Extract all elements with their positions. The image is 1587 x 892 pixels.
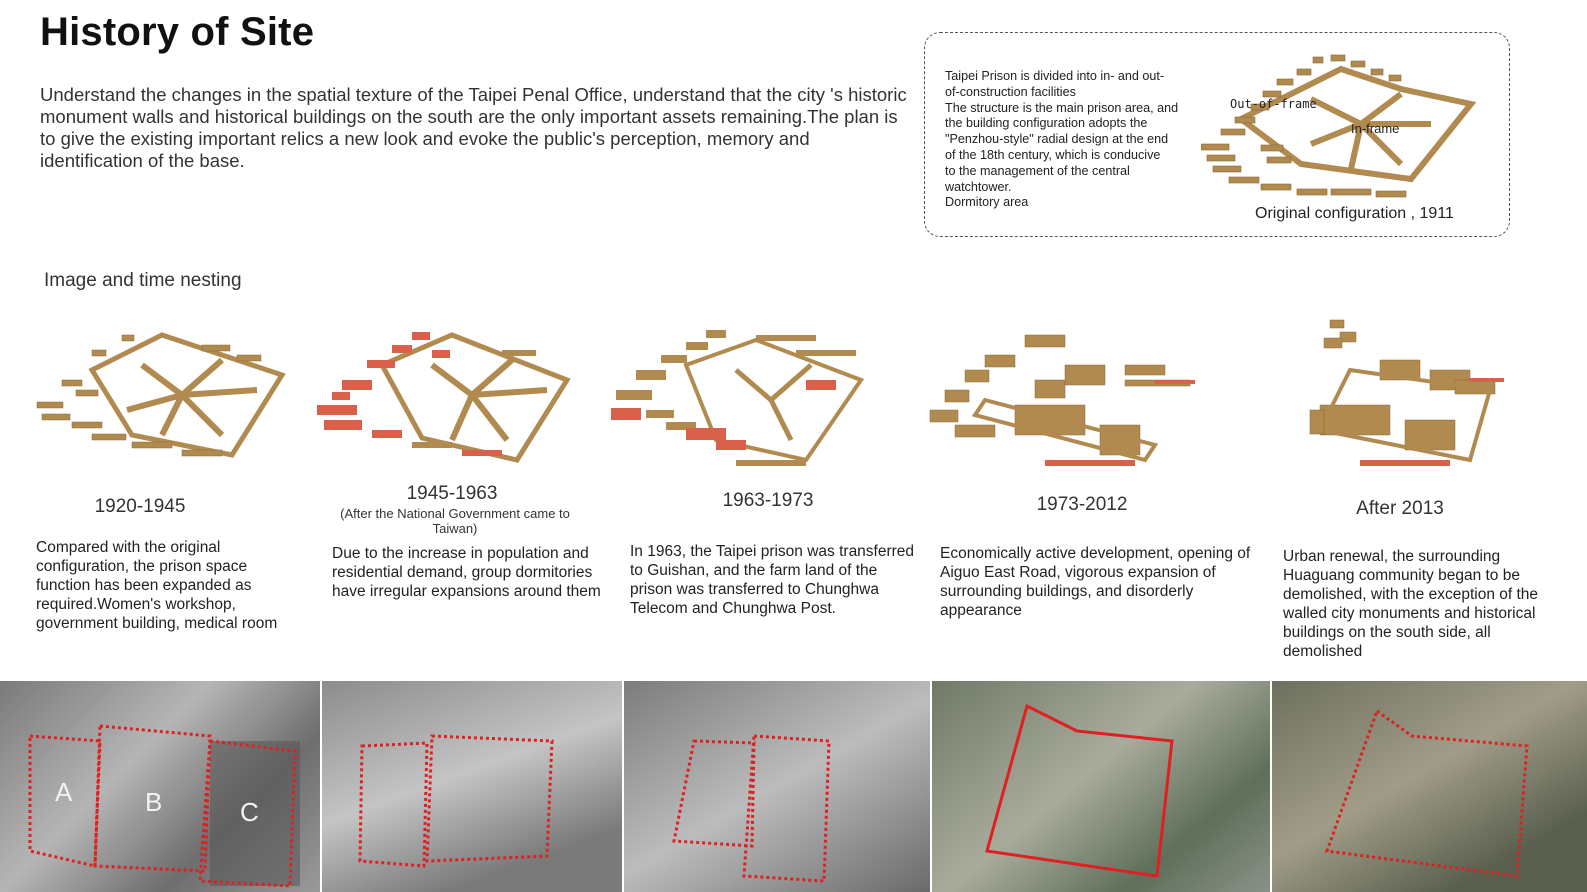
page-title: History of Site	[40, 10, 315, 54]
stage-desc-5: Urban renewal, the surrounding Huaguang community began to be demolished, with the exception of the walled city monuments and historical buildings on the south side, all demolished	[1283, 548, 1539, 660]
stage-model-1945	[312, 310, 572, 470]
original-configuration-box	[924, 32, 1510, 237]
info-line: "Penzhou-style" radial design at the end	[945, 132, 1169, 147]
info-line: to the management of the central	[945, 163, 1130, 178]
stage-model-2013	[1240, 310, 1510, 485]
aerial-photo-1	[0, 681, 320, 892]
stage-year-5: After 2013	[1356, 498, 1444, 519]
in-frame-label: In-frame	[1351, 121, 1400, 136]
info-line: the building configuration adopts the	[945, 116, 1148, 131]
stage-year-3: 1963-1973	[722, 490, 814, 511]
stage-desc-1: Compared with the original configuration, the prison space function has been expanded as required.Women's workshop, government building, medical room	[36, 539, 278, 632]
info-text	[945, 69, 1195, 211]
aerial-photo-5	[1272, 681, 1587, 892]
section-label: Image and time nesting	[44, 270, 242, 291]
info-line: of-construction facilities	[945, 84, 1076, 99]
stage-sub-2: (After the National Government came to Taiwan)	[340, 506, 570, 536]
info-line: Taipei Prison is divided into in- and out-	[945, 69, 1165, 83]
stage-model-1973	[925, 310, 1200, 480]
aerial-photo-3	[624, 681, 930, 892]
original-configuration-caption: Original configuration , 1911	[1255, 205, 1454, 222]
aerial-photo-4	[932, 681, 1270, 892]
stage-year-4: 1973-2012	[1036, 494, 1128, 515]
info-line: watchtower.	[945, 179, 1012, 194]
stage-desc-2: Due to the increase in population and residential demand, group dormitories have irregular expansions around them	[332, 545, 601, 600]
stage-desc-3: In 1963, the Taipei prison was transferred to Guishan, and the farm land of the prison was transferred to Chunghwa Telecom and Chunghwa Post.	[630, 543, 915, 617]
original-prison-model	[1201, 49, 1491, 199]
intro-paragraph: Understand the changes in the spatial texture of the Taipei Penal Office, understand that the city 's historic monument walls and historical buildings on the south are the only important assets remaining.The plan is to give the existing important relics a new look and evoke the public's perception, memory and identification of the base.	[40, 84, 907, 171]
stage-year-1: 1920-1945	[94, 496, 186, 517]
stage-model-1963	[606, 310, 871, 475]
zone-label-b: B	[145, 787, 163, 817]
zone-label-a: A	[55, 777, 73, 807]
stage-model-1920	[32, 310, 292, 470]
info-line: Dormitory area	[945, 195, 1029, 210]
stage-year-2: 1945-1963	[406, 483, 498, 504]
info-line: of the 18th century, which is conducive	[945, 147, 1161, 162]
out-of-frame-label: Out-of-frame	[1230, 97, 1317, 111]
info-line: The structure is the main prison area, and	[945, 100, 1179, 115]
stage-desc-4: Economically active development, opening of Aiguo East Road, vigorous expansion of surrounding buildings, and disorderly appearance	[940, 545, 1251, 619]
zone-label-c: C	[240, 797, 259, 827]
aerial-photo-2	[322, 681, 622, 892]
